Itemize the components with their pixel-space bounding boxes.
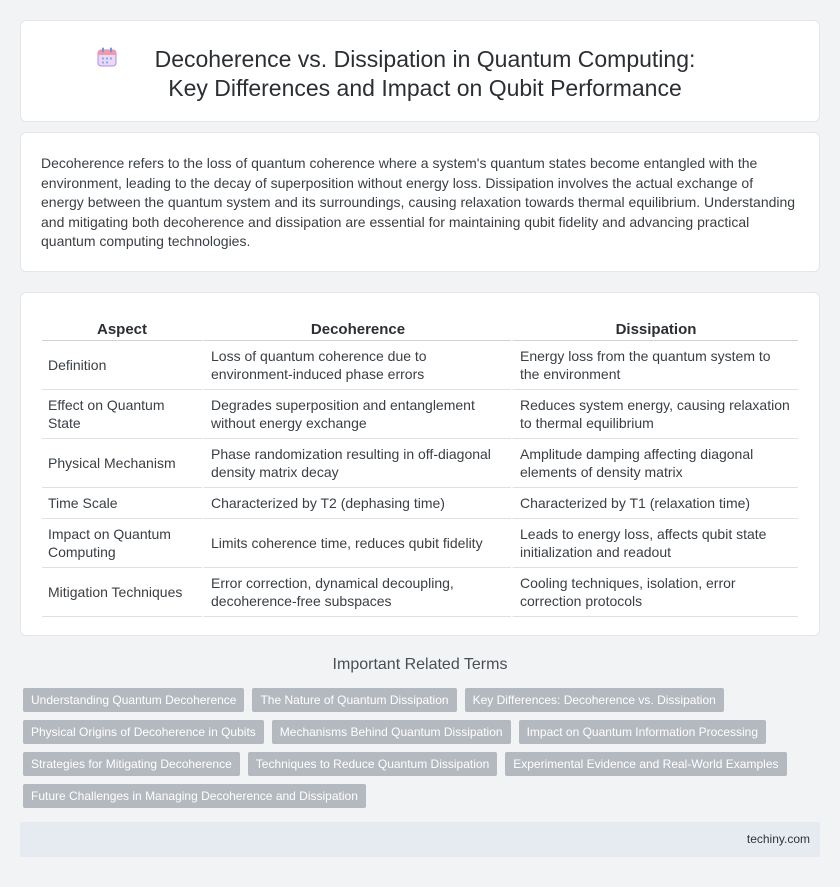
dissipation-cell: Leads to energy loss, affects qubit state initialization and readout [511,519,798,568]
table-row [42,519,798,568]
aspect-cell: Time Scale [42,488,202,519]
dissipation-cell: Cooling techniques, isolation, error correction protocols [511,568,798,617]
table-header-row [42,314,798,341]
related-term-tag[interactable]: Key Differences: Decoherence vs. Dissipation [465,688,724,712]
related-terms-heading: Important Related Terms [332,656,508,673]
aspect-cell: Physical Mechanism [42,439,202,488]
dissipation-cell: Characterized by T1 (relaxation time) [511,488,798,519]
related-term-tag[interactable]: The Nature of Quantum Dissipation [252,688,456,712]
aspect-cell: Mitigation Techniques [42,568,202,617]
table-row [42,488,798,519]
dissipation-cell: Amplitude damping affecting diagonal elements of density matrix [511,439,798,488]
footer [20,822,820,857]
table-row [42,390,798,439]
site-name[interactable]: techiny.com [746,832,810,846]
related-term-tag[interactable]: Strategies for Mitigating Decoherence [23,752,240,776]
table-row [42,439,798,488]
dissipation-cell: Energy loss from the quantum system to the environment [511,341,798,390]
decoherence-cell: Limits coherence time, reduces qubit fidelity [202,519,511,568]
intro-text: Decoherence refers to the loss of quantum coherence where a system's quantum states become entangled with the environment, leading to the decay of superposition without energy loss. Dissipation involves the actual exchange of energy between the quantum system and its surroundings, causing relaxation towards thermal equilibrium. Understanding and mitigating both decoherence and dissipation are essential for maintaining qubit fidelity and advancing practical quantum computing technologies. [41,155,796,249]
comparison-table [42,314,798,617]
header-card [20,20,820,122]
table-row [42,341,798,390]
intro-card [20,132,820,272]
header-decoherence: Decoherence [202,314,511,341]
header-dissipation: Dissipation [511,314,798,341]
related-term-tag[interactable]: Physical Origins of Decoherence in Qubits [23,720,264,744]
header-aspect: Aspect [42,314,202,341]
related-term-tag[interactable]: Experimental Evidence and Real-World Examples [505,752,786,776]
aspect-cell: Impact on Quantum Computing [42,519,202,568]
decoherence-cell: Degrades superposition and entanglement without energy exchange [202,390,511,439]
aspect-cell: Effect on Quantum State [42,390,202,439]
related-term-tag[interactable]: Understanding Quantum Decoherence [23,688,244,712]
decoherence-cell: Error correction, dynamical decoupling, decoherence-free subspaces [202,568,511,617]
related-terms-list [23,688,803,808]
page-title: Decoherence vs. Dissipation in Quantum Computing: Key Differences and Impact on Qubit Performance [154,46,696,101]
related-term-tag[interactable]: Mechanisms Behind Quantum Dissipation [272,720,511,744]
decoherence-cell: Phase randomization resulting in off-diagonal density matrix decay [202,439,511,488]
related-term-tag[interactable]: Impact on Quantum Information Processing [519,720,766,744]
aspect-cell: Definition [42,341,202,390]
dissipation-cell: Reduces system energy, causing relaxation to thermal equilibrium [511,390,798,439]
decoherence-cell: Loss of quantum coherence due to environment-induced phase errors [202,341,511,390]
related-term-tag[interactable]: Future Challenges in Managing Decoherence and Dissipation [23,784,366,808]
decoherence-cell: Characterized by T2 (dephasing time) [202,488,511,519]
comparison-card [20,292,820,636]
related-term-tag[interactable]: Techniques to Reduce Quantum Dissipation [248,752,497,776]
table-row [42,568,798,617]
